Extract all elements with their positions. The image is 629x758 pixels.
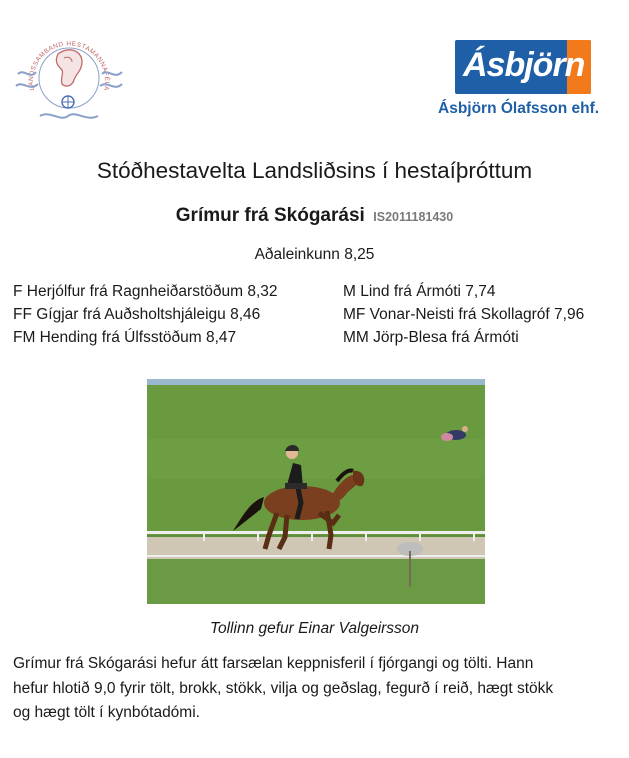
document-title: Stóðhestavelta Landsliðsins í hestaíþróttum: [96, 158, 533, 183]
description-paragraph: [13, 652, 625, 726]
pedigree-sire: F Herjólfur frá Ragnheiðarstöðum 8,32: [13, 283, 278, 300]
seal-text: LANDSSAMBAND HESTAMANNAFÉLA: [27, 40, 111, 92]
paragraph-line: hefur hlotið 9,0 fyrir tölt, brokk, stökk, vilja og geðslag, fegurð í reið, hægt stökk: [13, 679, 554, 697]
brand-tagline: Ásbjörn Ólafsson ehf.: [438, 100, 600, 117]
brand-box: [455, 40, 591, 94]
pedigree-sire-sire: FF Gígjar frá Auðsholtshjáleigu 8,46: [13, 306, 261, 323]
pedigree-dam: M Lind frá Ármóti 7,74: [343, 283, 496, 300]
horse-registration-id: IS2011181430: [373, 210, 454, 224]
pedigree-dam-sire: MF Vonar-Neisti frá Skollagróf 7,96: [343, 306, 585, 323]
brand-word: Ásbjörn: [463, 46, 585, 84]
photo-caption: Tollinn gefur Einar Valgeirsson: [209, 620, 420, 637]
overall-score: Aðaleinkunn 8,25: [254, 246, 375, 263]
paragraph-line: og hægt tölt í kynbótadómi.: [13, 704, 200, 721]
horse-name: Grímur frá Skógarási: [175, 205, 365, 226]
pedigree-dam-dam: MM Jörp-Blesa frá Ármóti: [343, 329, 519, 346]
horse-heading: [0, 205, 629, 227]
asbjorn-brand-logo: [438, 40, 618, 122]
pedigree-sire-dam: FM Hending frá Úlfsstöðum 8,47: [13, 329, 237, 346]
landssamband-seal-logo: [10, 28, 128, 128]
paragraph-line: Grímur frá Skógarási hefur átt farsælan keppnisferil í fjórgangi og tölti. Hann: [13, 655, 534, 672]
horse-photo: [147, 379, 485, 604]
